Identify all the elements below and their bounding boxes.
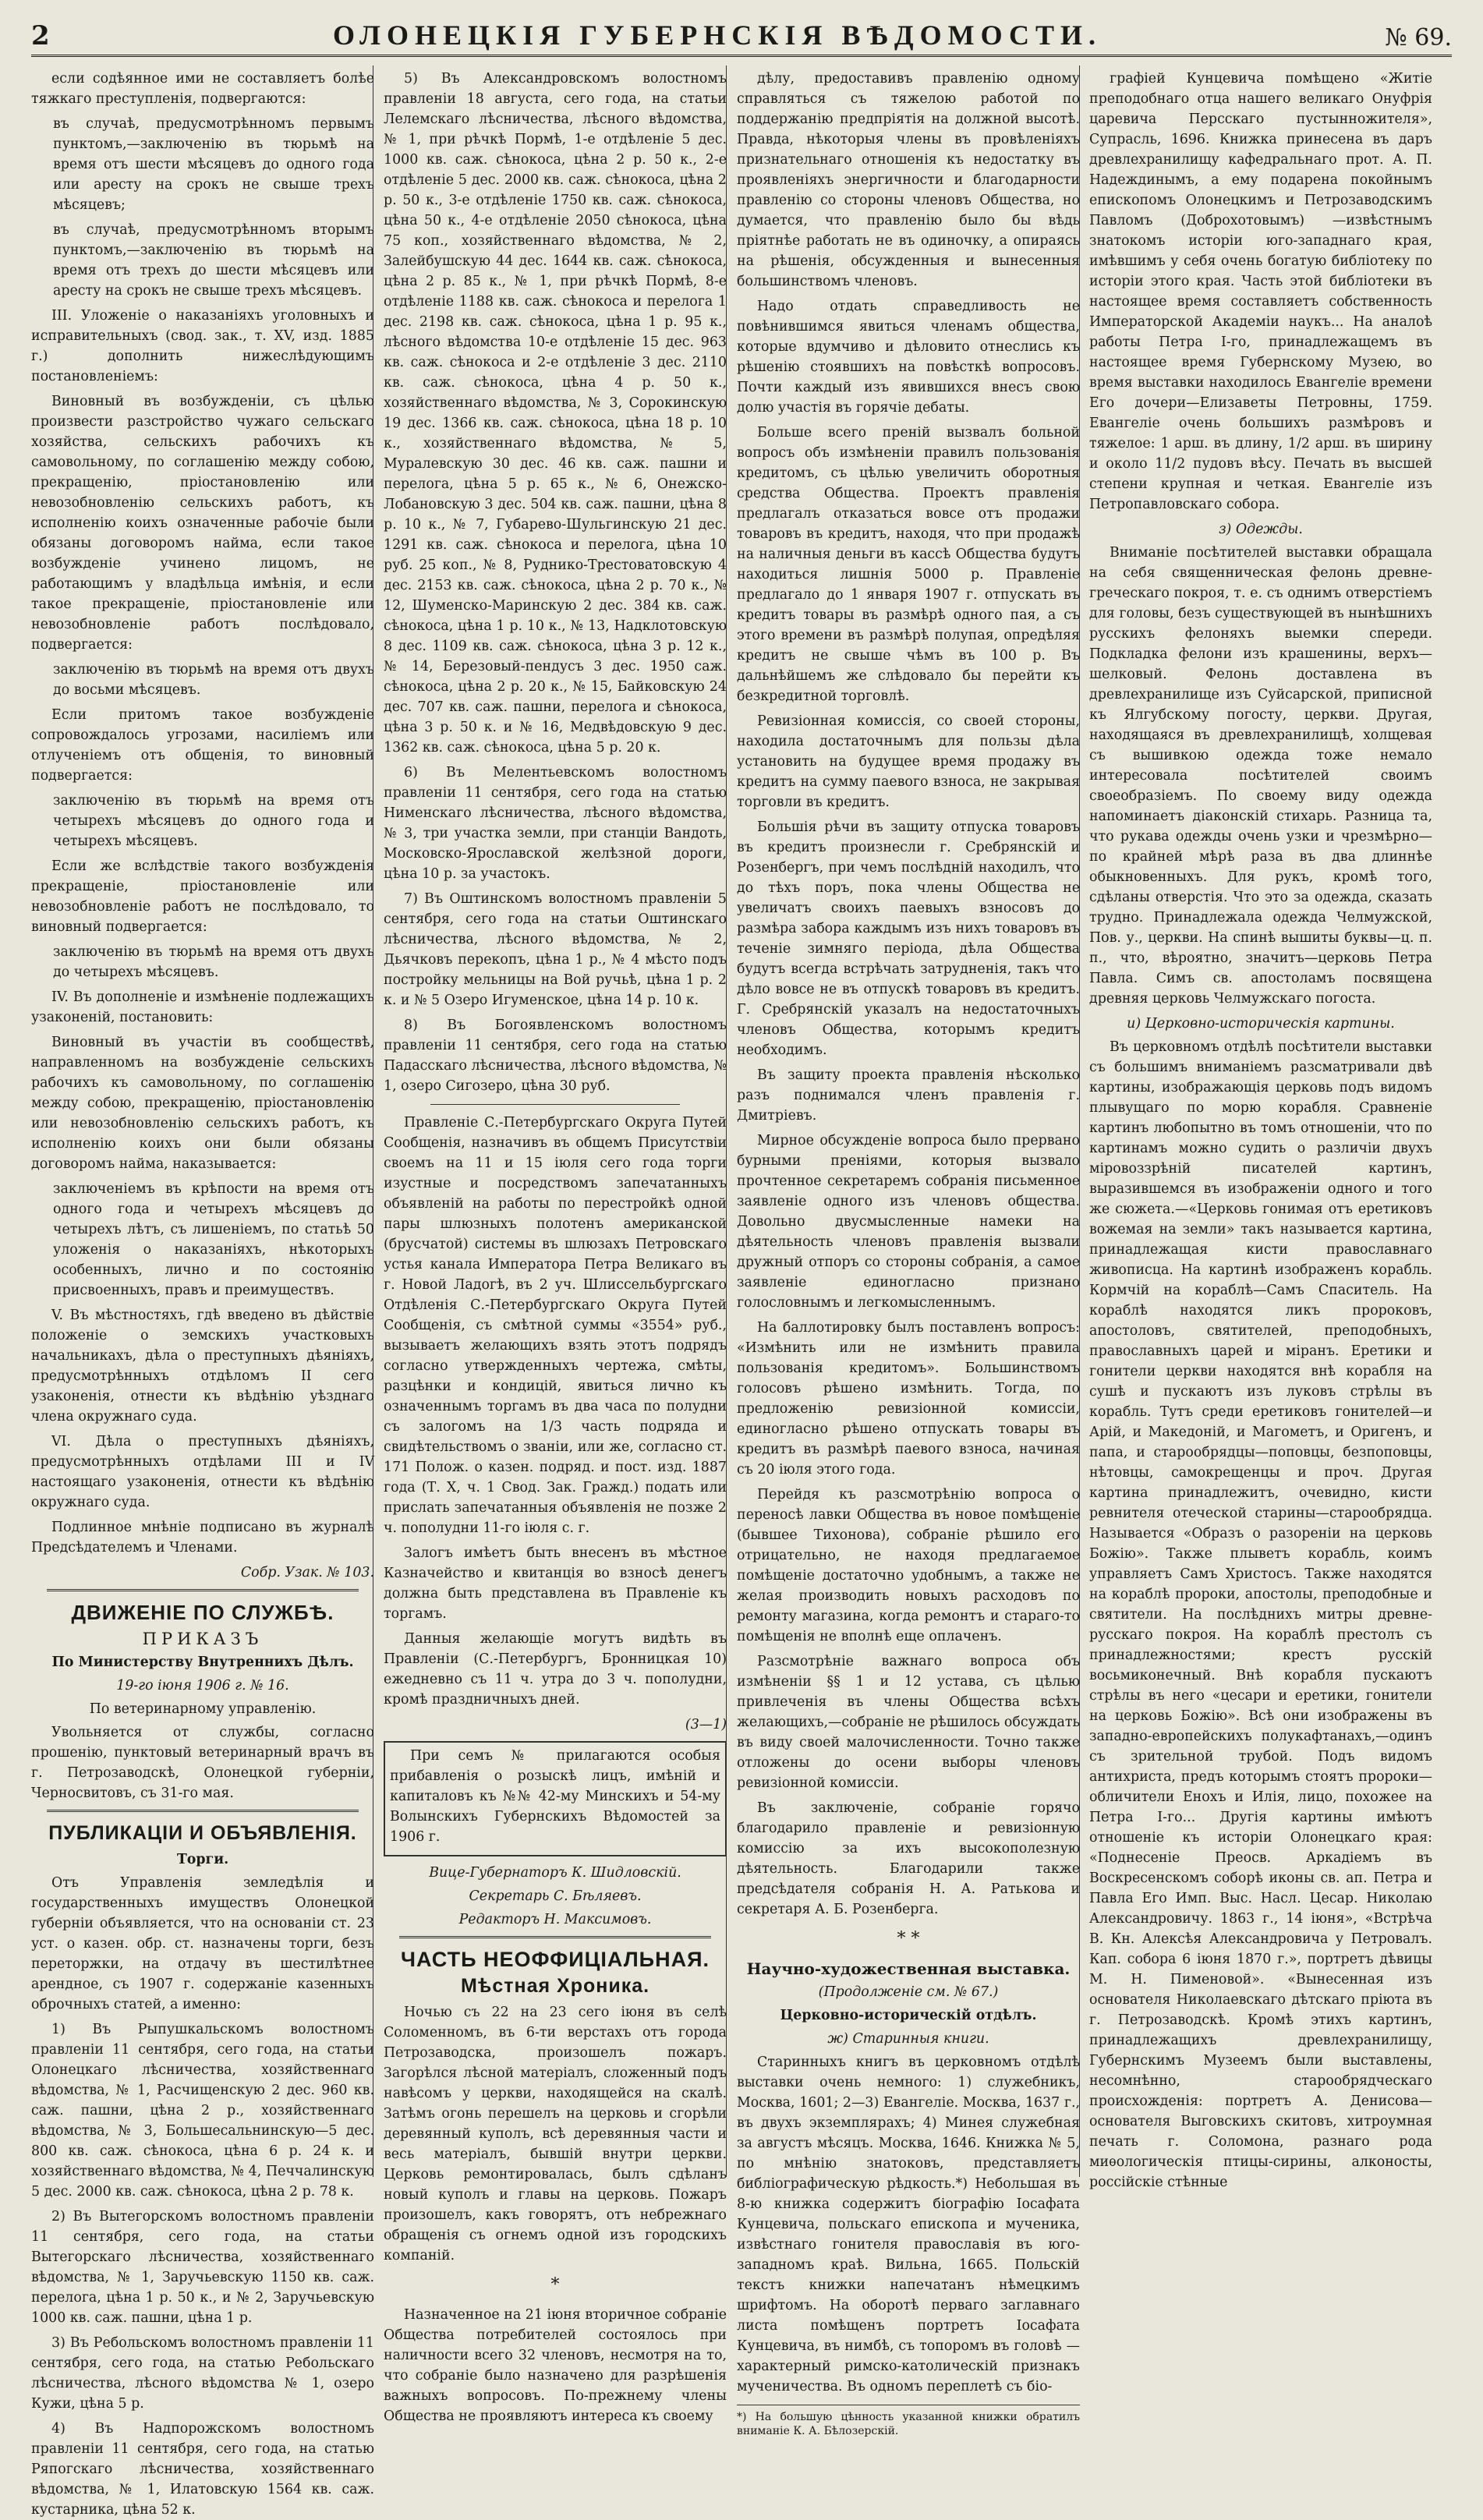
order-department: По ветеринарному управленію. — [89, 1701, 317, 1717]
paragraph: Назначенное на 21 іюня вторичное собраніе Общества потребителей состоялось при наличности всего 32 членовъ, несмотря на то, что собраніе было назначено для разрѣшенія важныхъ вопросовъ. По-прежнему члены Общества не проявляютъ интереса къ своему — [384, 2307, 727, 2424]
section-heading: ПУБЛИКАЦІИ И ОБЪЯВЛЕНІЯ. — [48, 1822, 357, 1844]
paragraph: Въ церковномъ отдѣлѣ посѣтители выставки съ большимъ вниманіемъ разсматривали двѣ картины, изображающія церковь подъ видомъ плывущаго по морю корабля. Сравненіе картинъ любопытно въ томъ отношеніи, что по картинамъ можно судить о различіи двухъ міровоззрѣній писателей картинъ, выразившемся въ изображеніи одного и того же сюжета.—«Церковь гонимая отъ еретиковъ вожемая на земли» такъ называется картина, принадлежащая кисти православнаго живописца. На картинѣ изображенъ корабль. Кормчій на кораблѣ—Самъ Спаситель. На кораблѣ находятся ликъ пророковъ, апостоловъ, святителей, преподобныхъ, православныхъ царей и міранъ. Еретики и гонители церкви находятся внѣ корабля на сушѣ и пускаютъ изъ луковъ стрѣлы въ корабль. Тутъ среди еретиковъ гонителей—и Арій, и Македоній, и Магометъ, и Оригенъ, и папа, и старообрядцы—поповцы, безпоповцы, нѣтовцы, самокрещенцы и проч. Другая картина принадлежитъ, очевидно, кисти ревнителя отеческой старины—старообрядца. Называется «Образъ о разореніи на церковь Божію». Также плыветъ корабль, коимъ управляетъ Самъ Христосъ. Также находятся на кораблѣ пророки, апостолы, преподобные и святители. На послѣднихъ митры древне-русскаго покроя. На кораблѣ престолъ съ принадлежностями; крестъ русскій восьмиконечный. Внѣ корабля пускаютъ стрѣлы въ него «цесари и еретики, гонители на церковь Божію». Всѣ они изображены въ западно-европейскихъ полукафтанахъ,—одинъ съ зрительной трубой. Подъ видомъ антихриста, предъ которымъ стоятъ пророки—обличители Енохъ и Илія, лицо, похожее на Петра I-го... Другія картины имѣютъ отношеніе къ исторіи Олонецкаго края: «Поднесеніе Преосв. Аркадіемъ въ Воскресенскомъ соборѣ иконы св. ап. Петра и Павла Его Имп. Выс. Насл. Цесар. Николаю Александровичу. 1863 г., 14 іюня», «Встрѣча В. Кн. Алексѣя Александровича у Петровалъ. Кап. собора 6 іюня 1870 г.», портретъ дѣвицы М. Н. Пименовой». «Вынесенная изъ основателя Николаевскаго дѣтскаго пріюта въ г. Петрозаводскѣ. Кромѣ этихъ картинъ, принадлежащихъ древлехранилищу, Губернскимъ Музеемъ были выставлены, несомнѣнно, старообрядческаго происхожденія: портретъ А. Денисова—основателя Выговскихъ скитовъ, хитроумная печать г. Соломона, разнаго рода миѳологическія птицы-сирины, алконосты, россійскіе стѣнные — [1089, 1039, 1432, 2190]
article-heading: Научно-художественная выставка. — [746, 1959, 1071, 1978]
paragraph: Мирное обсужденіе вопроса было прервано бурными преніями, которыя вызвало прочтенное секретаремъ собранія письменное заявленіе одного изъ членовъ общества. Довольно двусмысленные намеки на дѣятельность членовъ правленія вызвали дружный отпоръ со стороны собранія, а самое заявленіе единогласно признано голословнымъ и легкомысленнымъ. — [737, 1133, 1080, 1311]
section-divider — [430, 1104, 680, 1105]
section-heading: ДВИЖЕНІЕ ПО СЛУЖБѢ. — [71, 1601, 334, 1624]
paragraph: заключеніемъ въ крѣпости на время отъ одного года и четырехъ мѣсяцевъ до четырехъ лѣтъ, съ лишеніемъ, по статьѣ 50 уложенія о наказаніяхъ, нѣкоторыхъ особенныхъ, лично и по состоянію присвоенныхъ, правъ и преимуществъ. — [53, 1181, 374, 1298]
order-date: 19-го іюня 1906 г. № 16. — [116, 1678, 289, 1694]
secretary-signature: Секретарь С. Бѣляевъ. — [469, 1888, 642, 1904]
separator: * — [550, 2275, 560, 2295]
vice-governor-signature: Вице-Губернаторъ К. Шидловскій. — [429, 1865, 681, 1881]
notice-number: (3—1) — [685, 1717, 727, 1732]
paragraph: VI. Дѣла о преступныхъ дѣяніяхъ, предусмотрѣнныхъ отдѣлами III и IV настоящаго узаконенія, отнести къ вѣдѣнію окружнаго суда. — [31, 1434, 374, 1510]
footnote: *) На большую цѣнность указанной книжки обратилъ вниманіе К. А. Бѣлозерскій. — [737, 2405, 1080, 2438]
paragraph: Подлинное мнѣніе подписано въ журналѣ Предсѣдателемъ и Членами. — [31, 1520, 374, 1556]
paragraph: графіей Кунцевича помѣщено «Житіе преподобнаго отца нашего великаго Онуфрія царевича Персскаго пустынножителя», Супрасль, 1696. Книжка принесена въ даръ древлехранилищу кафедральнаго прот. А. П. Надеждинымъ, а ему подарена покойнымъ епископомъ Олонецкимъ и Петрозаводскимъ Павломъ (Доброхотовымъ) —извѣстнымъ знатокомъ исторіи юго-западнаго края, имѣвшимъ у себя очень богатую библіотеку по исторіи этого края. Часть этой библіотеки въ настоящее время составляетъ собственность Императорской Академіи наукъ... На аналоѣ работы Петра I-го, принадлежащемъ въ настоящее время Губернскому Музею, во время выставки находилось Евангеліе времени Его дочери—Елизаветы Петровны, 1759. Евангеліе очень большихъ размѣровъ и тяжелое: 1 арш. въ длину, 1/2 арш. въ ширину и около 11/2 пудовъ вѣсу. Печать въ высшей степени крупная и четкая. Евангеліе изъ Петропавловскаго собора. — [1089, 71, 1432, 512]
paragraph: Правленіе С.-Петербургскаго Округа Путей Сообщенія, назначивъ въ общемъ Присутствіи своемъ на 11 и 15 іюля сего года торги изустные и посредствомъ запечатанныхъ объявленій на работы по перестройкѣ одной пары шлюзныхъ полотенъ американской (брусчатой) системы въ шлюзахъ Петровскаго устья канала Императора Петра Великаго въ г. Новой Ладогѣ, въ 2 уч. Шлиссельбургскаго Отдѣленія С.-Петербургскаго Округа Путей Сообщенія, съ смѣтной суммы «3554» руб., вызываетъ желающихъ взять этотъ подрядъ согласно утвержденныхъ чертежа, смѣты, разцѣнки и кондицій, явиться лично къ означеннымъ торгамъ въ два часа по полудни съ залогомъ на 1/3 часть подряда и свидѣтельствомъ о званіи, или же, согласно ст. 171 Полож. о казен. подряд. и пост. изд. 1887 года (Т. X, ч. 1 Свод. Зак. Гражд.) подать или прислать запечатанныя объявленія не позже 2 ч. пополудни 11-го іюля с. г. — [384, 1115, 727, 1536]
supplement-notice — [384, 1741, 727, 1856]
paragraph: Въ защиту проекта правленія нѣсколько разъ поднимался членъ правленія г. Дмитріевъ. — [737, 1067, 1080, 1124]
paragraph: заключенію въ тюрьмѣ на время отъ двухъ до четырехъ мѣсяцевъ. — [53, 944, 374, 980]
paragraph: Виновный въ возбужденіи, съ цѣлью произвести разстройство чужаго сельскаго хозяйства, сельскихъ рабочихъ къ самовольному, по соглашенію между собою, прекращенію, пріостановленію или невозобновленію сельскихъ работъ, къ исполненію коихъ означенные рабочіе были обязаны договоромъ найма, если такое возбужденіе учинено лицомъ, не работающимъ у владѣльца имѣнія, и если такое прекращеніе, пріостановленіе или невозобновленіе работъ послѣдовало, подвергается: — [31, 394, 374, 653]
paragraph: Данныя желающіе могутъ видѣть въ Правленіи (С.-Петербургъ, Бронницкая 10) ежедневно съ 11 ч. утра до 3 ч. пополудни, кромѣ праздничныхъ дней. — [384, 1631, 727, 1708]
newspaper-title: ОЛОНЕЦКІЯ ГУБЕРНСКІЯ ВѢДОМОСТИ. — [332, 19, 1103, 51]
paragraph: если содѣянное ими не составляетъ болѣе тяжкаго преступленія, подвергаются: — [31, 71, 374, 107]
subheading: Церковно-историческій отдѣлъ. — [780, 2008, 1037, 2023]
paragraph: III. Уложеніе о наказаніяхъ уголовныхъ и исправительныхъ (свод. зак., т. XV, изд. 1885 г.) дополнить нижеслѣдующимъ постановленіемъ: — [31, 308, 374, 384]
paragraph: въ случаѣ, предусмотрѣнномъ вторымъ пунктомъ,—заключенію въ тюрьмѣ на время отъ трехъ до шести мѣсяцевъ или аресту на срокъ не свыше трехъ мѣсяцевъ. — [53, 222, 374, 299]
column-2 — [384, 69, 727, 2424]
paragraph: IV. Въ дополненіе и измѣненіе подлежащихъ узаконеній, постановить: — [31, 989, 374, 1025]
paragraph: Разсмотрѣніе важнаго вопроса объ измѣненіи §§ 1 и 12 устава, съ цѣлью привлеченія въ члены Общества всѣхъ желающихъ,—собраніе не рѣшилось обсуждать въ виду своей малочисленности. Точно также отложены до осени выборы членовъ ревизіонной комиссіи. — [737, 1654, 1080, 1791]
section-heading: Мѣстная Хроника. — [460, 1975, 650, 1997]
paragraph: Виновный въ участіи въ сообществѣ, направленномъ на возбужденіе сельскихъ рабочихъ къ самовольному, по соглашенію между собою, прекращенію, пріостановленію или невозобновленію сельскихъ работъ, къ исполненію коихъ они были обязаны договоромъ найма, наказывается: — [31, 1035, 374, 1172]
paragraph: 8) Въ Богоявленскомъ волостномъ правленіи 11 сентября, сего года на статью Падасскаго лѣсничества, лѣсного вѣдомства, № 1, озеро Сигозеро, цѣна 30 руб. — [384, 1018, 727, 1094]
section-divider — [47, 1589, 359, 1591]
paragraph: Залогъ имѣетъ быть внесенъ въ мѣстное Казначейство и квитанція во взносѣ денегъ должна быть представлена въ Правленіе къ торгамъ. — [384, 1545, 727, 1622]
paragraph: дѣлу, предоставивъ правленію одному справляться съ тяжелою работой по поддержанію предпріятія на должной высотѣ. Правда, нѣкоторыя члены въ провѣленіяхъ признательнаго отношенія къ недостатку въ проявленіяхъ энергичности и благодарности правленію со стороны членовъ Общества, но думается, что правленію было бы вѣдь пріятнѣе работать не въ одиночку, а опираясь на рѣшенія, обсужденныя и вынесенныя большинствомъ членовъ. — [737, 71, 1080, 289]
paragraph: При семъ № прилагаются особыя прибавленія о розыскѣ лицъ, имѣній и капиталовъ къ №№ 42-му Минскихъ и 54-му Волынскихъ Губернскихъ Вѣдомостей за 1906 г. — [390, 1748, 720, 1845]
paragraph: Отъ Управленія земледѣлія и государственныхъ имуществъ Олонецкой губерніи объявляется, что на основаніи ст. 23 уст. о казен. обр. ст. назначены торги, безъ переторжки, на отдачу въ шестилѣтнее арендное, съ 1907 г. содержаніе казенныхъ оброчныхъ статей, а именно: — [31, 1875, 374, 2012]
paragraph: V. Въ мѣстностяхъ, гдѣ введено въ дѣйствіе положеніе о земскихъ участковыхъ начальникахъ, дѣла о преступныхъ дѣяніяхъ, предусмотрѣнныхъ отдѣломъ II сего узаконенія, отнести къ вѣдѣнію уѣзднаго члена окружнаго суда. — [31, 1308, 374, 1425]
order-title: ПРИКАЗЪ — [142, 1630, 264, 1648]
subheading: з) Одежды. — [1219, 522, 1303, 537]
paragraph: Увольняется от службы, согласно прошенію, пунктовый ветеринарный врачъ въ г. Петрозаводскѣ, Олонецкой губерніи, Черносвитовъ, съ 31-го мая. — [31, 1725, 374, 1801]
paragraph: въ случаѣ, предусмотрѣнномъ первымъ пунктомъ,—заключенію въ тюрьмѣ на время отъ шести мѣсяцевъ до одного года или аресту на срокъ не свыше трехъ мѣсяцевъ; — [53, 116, 374, 213]
paragraph: Въ заключеніе, собраніе горячо благодарило правленіе и ревизіонную комиссію за ихъ высокополезную дѣятельность. Благодарили также предсѣдателя собранія Н. А. Ратькова и секретаря А. Б. Розенберга. — [737, 1800, 1080, 1917]
paragraph: На баллотировку былъ поставленъ вопросъ: «Измѣнить или не измѣнить правила пользованія кредитомъ». Большинствомъ голосовъ рѣшено измѣнить. Тогда, по предложенію ревизіонной комиссіи, единогласно рѣшено отпускать товары въ кредитъ въ размѣрѣ паевого взноса, начиная съ 20 іюля этого года. — [737, 1320, 1080, 1478]
paragraph: Вниманіе посѣтителей выставки обращала на себя священническая фелонь древне-греческаго покроя, т. е. съ однимъ отверстіемъ для головы, безъ существующей въ нынѣшнихъ русскихъ фелоняхъ выемки спереди. Подкладка фелони изъ крашенины, верхъ—шелковый. Фелонь доставлена въ древлехранилище изъ Суйсарской, приписной къ Ялгубскому погосту, церкви. Другая, находящаяся въ древлехранилищѣ, холщевая съ вышивкою одежда тоже немало интересовала посѣтителей своимъ своеобразіемъ. По своему виду одежда напоминаетъ діаконскій стихарь. Разница та, что рукава одежды очень узки и чрезмѣрно—по крайней мѣрѣ раза въ два длиннѣе обыкновенныхъ. Для рукъ, кромѣ того, сдѣланы отверстія. Что это за одежда, сказать трудно. Принадлежала одежда Челмужской, Пов. у., церкви. На спинѣ вышиты буквы—ц. п. п., что, вѣроятно, значитъ—церковь Петра Павла. Симъ св. апостоламъ посвящена древняя церковь Челмужскаго погоста. — [1089, 545, 1432, 1007]
page-number: 2 — [31, 20, 50, 51]
separator: * * — [897, 1929, 920, 1948]
paragraph: 3) Въ Ребольскомъ волостномъ правленіи 11 сентября, сего года, на статью Ребольскаго лѣсничества, лѣсного вѣдомства № 1, озеро Кужи, цѣна 5 р. — [31, 2335, 374, 2412]
paragraph: Ночью съ 22 на 23 сего іюня въ селѣ Соломенномъ, въ 6-ти верстахъ отъ города Петрозаводска, произошелъ пожаръ. Загорѣлся лѣсной матеріалъ, сложенный подъ навѣсомъ у церкви, находящейся на скалѣ. Затѣмъ огонь перешелъ на церковь и сгорѣли деревянный куполъ, всѣ деревянныя части и весь матеріалъ, бывшій внутри церкви. Церковь ремонтировалась, былъ сдѣланъ новый куполъ и главы на церковь. Пожаръ произошелъ, какъ говорятъ, отъ небрежнаго обращенія съ огнемъ одной изъ городскихъ компаній. — [384, 2005, 727, 2263]
paragraph: Перейдя къ разсмотрѣнію вопроса о переносѣ лавки Общества въ новое помѣщеніе (бывшее Тихонова), собраніе рѣшило его отрицательно, не находя предлагаемое помѣщеніе достаточно удобнымъ, а также не желая производить новыхъ расходовъ по ремонту магазина, когда ремонтъ и стараго-то помѣщенія не вполнѣ еще оплаченъ. — [737, 1487, 1080, 1644]
column-1 — [31, 69, 374, 2518]
section-divider — [47, 1810, 359, 1812]
paragraph: Надо отдать справедливость не повѣнившимся явиться членамъ общества, которые вдумчиво и дѣловито отнеслись къ рѣшенію стоявшихъ на повѣсткѣ вопросовъ. Почти каждый изъ явившихся внесъ свою долю участія въ горячіе дебаты. — [737, 299, 1080, 416]
paragraph: Большія рѣчи въ защиту отпуска товаровъ въ кредитъ произнесли г. Сребрянскій и Розенбергъ, при чемъ послѣдній находилъ, что до тѣхъ поръ, пока члены Общества не увеличатъ своихъ паевыхъ взносовъ до размѣра забора каждымъ изъ нихъ товаровъ въ теченіе зимняго періода, дѣла Общества будутъ всегда встрѣчать затрудненія, такъ что дѣло вовсе не въ отпускѣ товаровъ въ кредитъ. Г. Сребрянскій указалъ на недостаточныхъ членовъ Общества, которымъ кредитъ необходимъ. — [737, 819, 1080, 1058]
order-ministry: По Министерству Внутреннихъ Дѣлъ. — [51, 1655, 354, 1670]
paragraph: 5) Въ Александровскомъ волостномъ правленіи 18 августа, сего года, на статьи Лелемскаго лѣсничества, лѣсного вѣдомства, № 1, при рѣчкѣ Пормѣ, 1-е отдѣленіе 5 дес. 1000 кв. саж. сѣнокоса, цѣна 2 р. 50 к., 2-е отдѣленіе 5 дес. 2000 кв. саж. сѣнокоса, цѣна 2 р. 50 к., 3-е отдѣленіе 1750 кв. саж. сѣнокоса, цѣна 50 к., 4-е отдѣленіе 2050 сѣнокоса, цѣна 75 коп., хозяйственнаго вѣдомства, № 2, Залейбушскую 44 дес. 1644 кв. саж. сѣнокоса, цѣна 2 р. 85 к., № 1, при рѣчкѣ Пормѣ, 8-е отдѣленіе 1188 кв. саж. сѣнокоса и перелога 1 дес. 2198 кв. саж. сѣнокоса, цѣна 1 р. 95 к., лѣсного вѣдомства 10-е отдѣленіе 15 дес. 963 кв. саж. сѣнокоса и 2-е отдѣленіе 3 дес. 2110 кв. саж. сѣнокоса, цѣна 4 р. 50 к., хозяйственнаго вѣдомства, № 3, Сорокинскую 19 дес. 1366 кв. саж. сѣнокоса, цѣна 18 р. 10 к., хозяйственнаго вѣдомства, № 5, Муралевскую 30 дес. 46 кв. саж. пашни и перелога, цѣна 5 р. 65 к., № 6, Онежско-Лобановскую 3 дес. 504 кв. саж. пашни, цѣна 8 р. 10 к., № 7, Губарево-Шульгинскую 21 дес. 1291 кв. саж. сѣнокоса и перелога, цѣна 10 руб. 25 коп., № 8, Руднико-Трестоватовскую 4 дес. 2153 кв. саж. сѣнокоса, цѣна 2 р. 70 к., № 12, Шуменско-Маринскую 2 дес. 384 кв. саж. сѣнокоса, цѣна 1 р. 10 к., № 13, Надклотовскую 8 дес. 1109 кв. саж. сѣнокоса, цѣна 3 р. 12 к., № 14, Березовый-пендусъ 3 дес. 1950 саж. сѣнокоса, цѣна 2 р. 20 к., № 15, Байковскую 24 дес. 707 кв. саж. пашни, перелога и сѣнокоса, цѣна 3 р. 50 к. и № 16, Медвѣдовскую 9 дес. 1362 кв. саж. сѣнокоса, цѣна 5 р. 20 к. — [384, 71, 727, 756]
column-3 — [737, 69, 1080, 2437]
signature-line: Собр. Узак. № 103. — [240, 1565, 374, 1580]
section-heading: ЧАСТЬ НЕОФФИЦІАЛЬНАЯ. — [401, 1948, 710, 1971]
section-divider — [399, 1936, 711, 1938]
paragraph: Если же вслѣдствіе такого возбужденія прекращеніе, пріостановленіе или невозобновленіе работъ не послѣдовало, то виновный подвергается: — [31, 858, 374, 935]
paragraph: заключенію въ тюрьмѣ на время отъ четырехъ мѣсяцевъ до одного года и четырехъ мѣсяцевъ. — [53, 793, 374, 849]
subheading: и) Церковно-историческія картины. — [1127, 1016, 1395, 1032]
subheading: ж) Старинныя книги. — [827, 2031, 989, 2047]
paragraph: Больше всего преній вызвалъ больной вопросъ объ измѣненіи правилъ пользованія кредитомъ, съ цѣлью увеличить оборотныя средства Общества. Проектъ правленія предлагалъ отказаться вовсе отъ продажи товаровъ въ кредитъ, находя, что при продажѣ на наличныя деньги въ кассѣ Общества будутъ находиться лишнія 5000 р. Правленіе предлагало до 1 января 1907 г. отпускать въ кредитъ товары въ размѣрѣ одного пая, а съ этого времени въ размѣрѣ полупая, опредѣляя кредитъ не свыше чѣмъ въ 100 р. Въ дальнѣйшемъ же слѣдовало бы перейти къ безкредитной торговлѣ. — [737, 425, 1080, 704]
continuation-note: (Продолженіе см. № 67.) — [818, 1984, 999, 2000]
editor-signature: Редакторъ Н. Максимовъ. — [458, 1912, 652, 1927]
masthead — [31, 17, 1452, 57]
paragraph: заключенію въ тюрьмѣ на время отъ двухъ до восьми мѣсяцевъ. — [53, 662, 374, 698]
paragraph: 2) Въ Вытегорскомъ волостномъ правленіи 11 сентября, сего года, на статьи Вытегорскаго лѣсничества, хозяйственнаго вѣдомства, № 1, Заручьевскую 1150 кв. саж. перелога, цѣна 1 р. 50 к., и № 2, Заручьевскую 1000 кв. саж. пашни, цѣна 1 р. — [31, 2209, 374, 2326]
subheading: Торги. — [176, 1852, 229, 1867]
paragraph: Старинныхъ книгъ въ церковномъ отдѣлѣ выставки очень немного: 1) служебникъ, Москва, 1601; 2—3) Евангеліе. Москва, 1637 г., въ двухъ экземплярахъ; 4) Минея служебная за августъ мѣсяцъ. Москва, 1646. Книжка № 5, по мнѣнію знатоковъ, представляетъ библіографическую рѣдкость.*) Небольшая въ 8-ю книжка содержитъ біографію Іосафата Кунцевича, польскаго епископа и мученика, извѣстнаго гонителя православія въ юго-западномъ краѣ. Вильна, 1665. Польскій текстъ книжки напечатанъ нѣмецкимъ шрифтомъ. На оборотѣ перваго заглавнаго листа помѣщенъ портретъ Іосафата Кунцевича, въ нимбѣ, съ топоромъ въ головѣ —характерный римско-католическій признакъ мученичества. Въ одномъ переплетѣ съ біо- — [737, 2055, 1080, 2394]
issue-number: № 69. — [1385, 24, 1452, 51]
paragraph: 7) Въ Оштинскомъ волостномъ правленіи 5 сентября, сего года на статьи Оштинскаго лѣсничества, лѣсного вѣдомства, № 2, Дьячковъ перекопъ, цѣна 1 р., № 4 мѣсто подъ постройку мельницы на Вой ручьѣ, цѣна 1 р. 2 к. и № 5 Озеро Игуменское, цѣна 14 р. 10 к. — [384, 891, 727, 1008]
paragraph: Если притомъ такое возбужденіе сопровождалось угрозами, насиліемъ или отлученіемъ отъ общенія, то виновный подвергается: — [31, 707, 374, 784]
paragraph: 6) Въ Мелентьевскомъ волостномъ правленіи 11 сентября, сего года на статью Нименскаго лѣсничества, лѣсного вѣдомства, № 3, три участка земли, при станціи Вандоть, Московско-Ярославской желѣзной дороги, цѣна 10 р. за участокъ. — [384, 765, 727, 882]
paragraph: 4) Въ Надпорожскомъ волостномъ правленіи 11 сентября, сего года, на статью Ряпогскаго лѣсничества, хозяйственнаго вѣдомства, № 1, Илатовскую 1564 кв. саж. кустарника, цѣна 52 к. — [31, 2421, 374, 2518]
paragraph: Ревизіонная комиссія, со своей стороны, находила достаточнымъ для пользы дѣла установить на будущее время продажу въ кредитъ на сумму паевого взноса, не закрывая торговли въ кредитъ. — [737, 713, 1080, 810]
paragraph: 1) Въ Рыпушкальскомъ волостномъ правленіи 11 сентября, сего года, на статьи Олонецкаго лѣсничества, хозяйственнаго вѣдомства, № 1, Расчищенскую 2 дес. 960 кв. саж. пашни, цѣна 2 р., хозяйственнаго вѣдомства, № 3, Большесальнинскую—5 дес. 800 кв. саж. сѣнокоса, цѣна 6 р. 24 к. и хозяйственнаго вѣдомства, № 4, Печчалинскую 5 дес. 2000 кв. саж. сѣнокоса, цѣна 2 р. 78 к. — [31, 2022, 374, 2200]
column-4 — [1089, 69, 1432, 2190]
